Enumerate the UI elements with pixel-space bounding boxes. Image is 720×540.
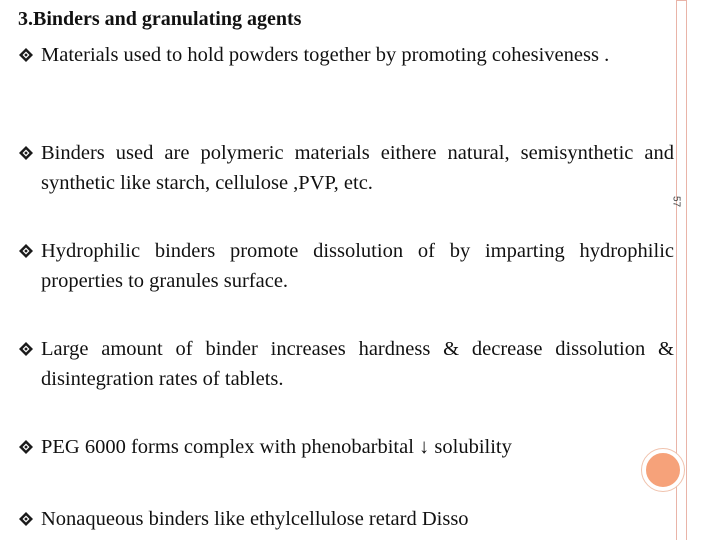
diamond-bullet-icon [18,243,34,259]
bullet-item-6 [18,504,674,534]
diamond-bullet-icon [18,341,34,357]
bullet-item-2 [18,138,674,198]
bullet-text: Binders used are polymeric materials eithere natural, semisynthetic and synthetic like starch, cellulose ,PVP, etc. [41,142,674,194]
bullet-item-4 [18,334,674,394]
diamond-bullet-icon [18,511,34,527]
page-number: 57 [670,195,682,208]
frame-vertical-line-right [686,0,687,540]
bullet-text: Materials used to hold powders together by promoting cohesiveness . [41,44,610,66]
bullet-text: Nonaqueous binders like ethylcellulose retard Disso [41,508,469,530]
diamond-bullet-icon [18,439,34,455]
diamond-bullet-icon [18,47,34,63]
frame-top-line [676,0,686,1]
bullet-text: Large amount of binder increases hardness & decrease dissolution & disintegration rates of tablets. [41,338,674,390]
bullet-text: PEG 6000 forms complex with phenobarbital ↓ solubility [41,436,512,458]
slide-title: 3.Binders and granulating agents [18,8,302,30]
bullet-item-5 [18,432,674,462]
bullet-item-3 [18,236,674,296]
bullet-item-1 [18,40,674,70]
diamond-bullet-icon [18,145,34,161]
bullet-text: Hydrophilic binders promote dissolution of by imparting hydrophilic properties to granules surface. [41,240,674,292]
